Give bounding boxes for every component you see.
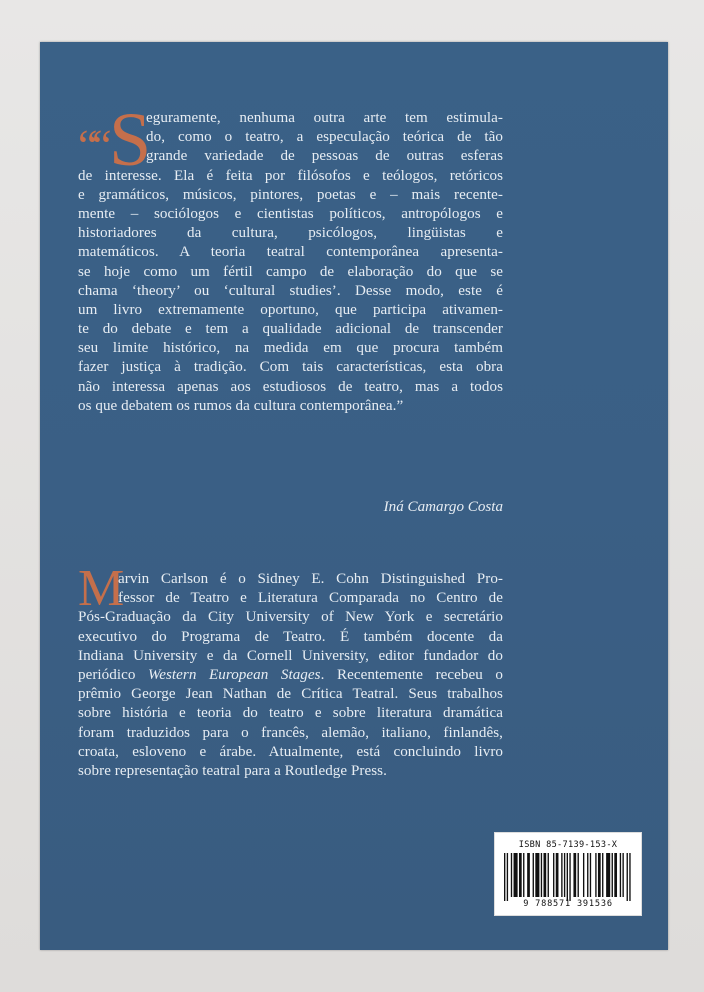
bio-text [78, 570, 503, 781]
periodical-title: Western European Stages [148, 666, 321, 683]
barcode-bar [590, 853, 591, 897]
quote-line: não interessa apenas aos estudiosos de teatro, mas a todos [78, 378, 503, 395]
quote-text [78, 109, 503, 416]
quote-line: eguramente, nenhuma outra arte tem estimula- [146, 110, 503, 126]
barcode-bar [561, 853, 562, 897]
barcode-bar [602, 853, 603, 897]
barcode-bar [553, 853, 554, 897]
barcode-bar [564, 853, 565, 897]
barcode-bar [514, 853, 518, 897]
barcode-bar [629, 853, 630, 901]
bio-line: fessor de Teatro e Literatura Comparada no Centro de [118, 590, 503, 607]
bio-line: Pós-Graduação da City University of New York e secretário [78, 609, 503, 626]
quote-line: os que debatem os rumos da cultura contemporânea.” [78, 397, 404, 414]
barcode-bar [595, 853, 596, 897]
quote-dropcap: S [109, 98, 152, 182]
barcode-bar [612, 853, 613, 897]
quote-line: um livro extremamente oportuno, que participa ativamen- [78, 301, 503, 318]
barcode-bar [578, 853, 579, 897]
quote-line: fazer justiça à tradição. Com tais características, esta obra [78, 359, 503, 376]
quote-line: historiadores da cultura, psicólogos, lingüistas e [78, 225, 503, 242]
barcode-bar [567, 853, 568, 901]
barcode-number: 9 788571 391536 [523, 899, 613, 909]
barcode-bar [569, 853, 570, 901]
barcode-graphic [504, 853, 632, 901]
bio-line: foram traduzidos para o francês, alemão, italiano, finlandês, [78, 724, 503, 741]
opening-quote-mark-second: “ [92, 121, 109, 170]
bio-line: sobre representação teatral para a Routledge Press. [78, 762, 387, 779]
quote-line: se hoje como um fértil campo de elaboração do que se [78, 263, 503, 280]
bio-line: prêmio George Jean Nathan de Crítica Teatral. Seus trabalhos [78, 686, 503, 703]
barcode-bar [507, 853, 508, 901]
quote-line: matemáticos. A teoria teatral contemporânea apresenta- [78, 244, 503, 261]
barcode-bar [622, 853, 623, 897]
barcode-bar [583, 853, 584, 897]
author-bio-section [78, 560, 503, 781]
barcode-bar [527, 853, 530, 897]
barcode-bar [535, 853, 539, 897]
quote-line: te do debate e tem a qualidade adicional de transcender [78, 321, 503, 338]
bio-dropcap: M [78, 560, 125, 617]
quote-line: do, como o teatro, a especulação teórica de tão [146, 129, 503, 146]
barcode-bar [543, 853, 546, 897]
barcode-bar [606, 853, 610, 897]
book-back-cover [40, 42, 668, 950]
quote-line: de interesse. Ela é feita por filósofos e teólogos, retóricos [78, 167, 503, 184]
bio-line: Indiana University e da Cornell University, editor fundador do [78, 647, 503, 664]
barcode-bar [548, 853, 549, 897]
barcode-bar [598, 853, 601, 897]
barcode-bar [519, 853, 522, 897]
quote-line: seu limite histórico, na medida em que procura também [78, 340, 503, 357]
barcode-bar [614, 853, 617, 897]
barcode-bar [533, 853, 534, 897]
quote-author: Iná Camargo Costa [383, 499, 503, 515]
barcode-bar [511, 853, 512, 897]
barcode-bar [627, 853, 628, 901]
bio-line: croata, esloveno e árabe. Atualmente, está concluindo livro [78, 743, 503, 760]
quote-section [78, 98, 503, 515]
isbn-barcode-label [494, 832, 642, 916]
opening-quote-mark: “ [78, 121, 95, 170]
bio-line: executivo do Programa de Teatro. É também docente da [78, 628, 503, 645]
barcode-bar [504, 853, 505, 901]
barcode-bar [573, 853, 576, 897]
quote-line: chama ‘theory’ ou ‘cultural studies’. Desse modo, este é [78, 282, 503, 299]
bio-line: arvin Carlson é o Sidney E. Cohn Distinguished Pro- [118, 571, 503, 587]
isbn-text: ISBN 85-7139-153-X [518, 840, 618, 850]
bio-line: periódico Western European Stages. Recentemente recebeu o [78, 666, 503, 683]
barcode-bar [620, 853, 621, 897]
quote-line: grande variedade de pessoas de outras esferas [146, 148, 503, 165]
quote-line: mente – sociólogos e cientistas políticos, antropólogos e [78, 205, 503, 222]
quote-line: e gramáticos, músicos, pintores, poetas e – mais recente- [78, 186, 503, 203]
barcode-bar [541, 853, 542, 897]
barcode-bar [587, 853, 588, 897]
barcode-bar [523, 853, 524, 897]
bio-line: sobre história e teoria do teatro e sobre literatura dramática [78, 705, 503, 722]
barcode-bar [556, 853, 559, 897]
